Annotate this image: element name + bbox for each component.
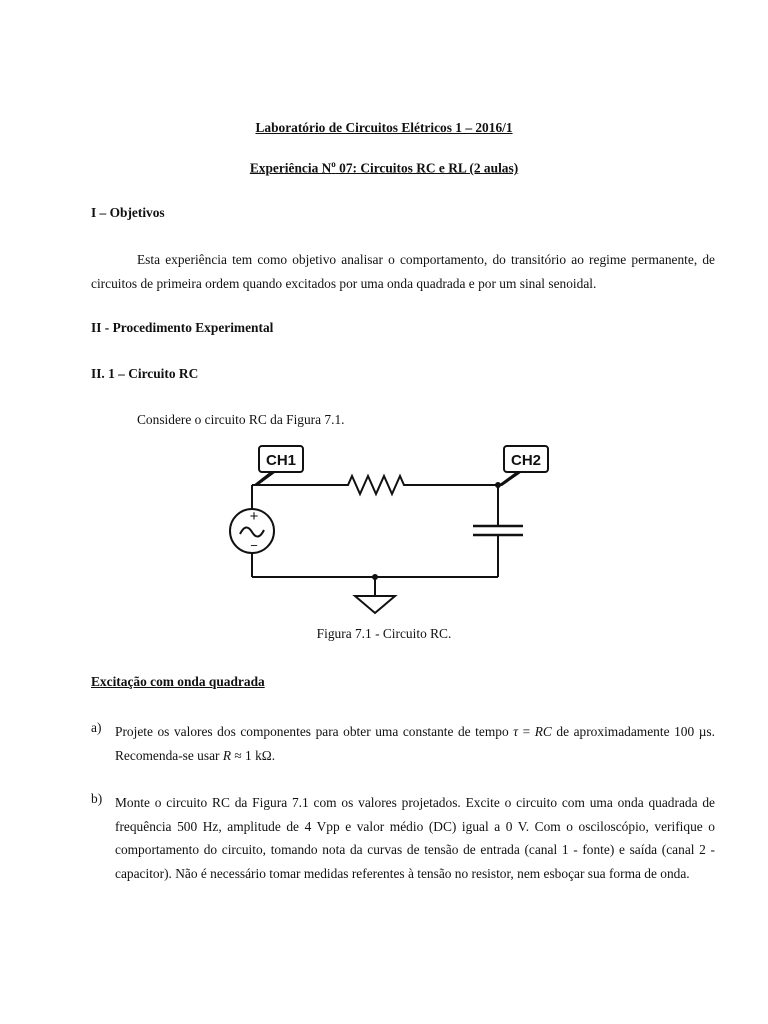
section-heading-procedimento: II - Procedimento Experimental (91, 320, 274, 335)
svg-text:CH1: CH1 (265, 452, 297, 469)
list-item-b-label: b) (91, 791, 103, 806)
list-item-a-label: a) (91, 720, 102, 735)
svg-text:CH2: CH2 (510, 452, 542, 469)
ch2-probe (497, 446, 548, 486)
ground-icon (355, 577, 395, 613)
list-item-b-text: Monte o circuito RC da Figura 7.1 com os valores projetados. Excite o circuito com uma onda quadrada de frequência 500 Hz, amplitude de 4 Vpp e valor médio (DC) igual a 0 V. Com o osciloscópio, verifique o comportamento do circuito, tomando nota da curvas de tensão de entrada (canal 1 - fonte) e saída (canal 2 - capacitor). Não é necessário tomar medidas referentes à tensão no resistor, nem esboçar sua forma de onda. (115, 795, 715, 881)
section-heading-circuito-rc: II. 1 – Circuito RC (91, 366, 199, 381)
ac-source-icon (230, 508, 274, 553)
rc-circuit-figure (226, 438, 556, 620)
list-item-a-text: Projete os valores dos componentes para obter uma constante de tempo τ = RC de aproximadamente 100 µs. Recomenda-se usar R ≈ 1 kΩ. (115, 724, 715, 763)
experiment-title: Experiência $N^o$ 07: Circuitos RC e RL (2 aulas) (249, 159, 519, 176)
document-title: Laboratório de Circuitos Elétricos 1 – 2016/1 (255, 120, 513, 135)
rc-intro-text: Considere o circuito RC da Figura 7.1. (137, 412, 345, 427)
figure-caption: Figura 7.1 - Circuito RC. (316, 626, 452, 641)
svg-text:+: + (249, 508, 259, 525)
objetivos-paragraph: Esta experiência tem como objetivo analisar o comportamento, do transitório ao regime permanente, de circuitos de primeira ordem quando excitados por uma onda quadrada e por um sinal senoidal. (91, 252, 715, 291)
subsection-heading-square-wave: Excitação com onda quadrada (91, 674, 265, 689)
section-heading-objetivos: I – Objetivos (91, 205, 165, 220)
svg-text:−: − (250, 538, 258, 553)
ch1-probe (252, 446, 303, 486)
resistor (252, 476, 498, 494)
capacitor (473, 526, 523, 535)
